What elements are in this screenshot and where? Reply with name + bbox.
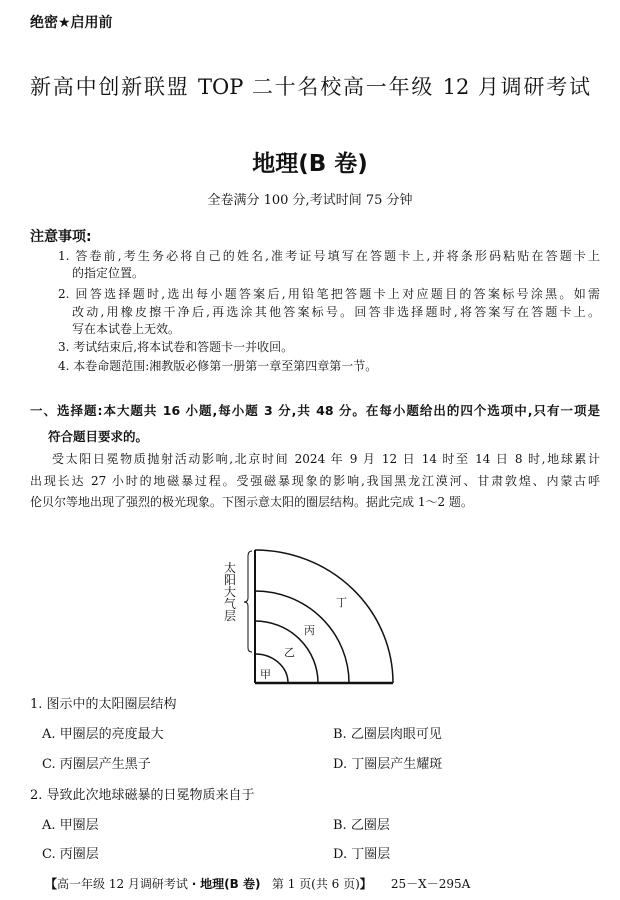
question-stem: 2. 导致此次地球磁暴的日冕物质来自于 [30, 788, 255, 803]
option-d[interactable]: D. 丁圈层 [333, 847, 391, 862]
passage-line: 伦贝尔等地出现了强烈的极光现象。下图示意太阳的圈层结构。据此完成 1～2 题。 [30, 495, 473, 509]
passage-line: 出现长达 27 小时的地磁暴过程。受强磁暴现象的影响,我国黑龙江漠河、甘肃敦煌、内蒙古呼 [30, 474, 600, 488]
footer-exam: 高一年级 12 月调研考试 [57, 877, 188, 891]
option-a[interactable]: A. 甲圈层的亮度最大 [42, 727, 164, 742]
option-c[interactable]: C. 丙圈层产生黑子 [42, 757, 151, 772]
section-heading-cont: 符合题目要求的。 [48, 429, 149, 444]
brace-icon [244, 551, 252, 652]
note-line: 写在本试卷上无效。 [72, 322, 181, 336]
option-a[interactable]: A. 甲圈层 [42, 818, 99, 833]
sun-layers-diagram [210, 540, 410, 690]
footer-bracket-left: 【 [45, 877, 58, 891]
section-heading: 一、选择题:本大题共 16 小题,每小题 3 分,共 48 分。在每小题给出的四个选项中,只有一项是 [30, 403, 600, 418]
note-line: 2. 回答选择题时,选出每小题答案后,用铅笔把答题卡上对应题目的答案标号涂黑。如需 [58, 287, 600, 301]
layer-label-ding: 丁 [336, 596, 347, 609]
footer-page: 第 1 页(共 6 页) [271, 877, 360, 891]
footer-subject: 地理(B 卷) [200, 877, 261, 891]
option-c[interactable]: C. 丙圈层 [42, 847, 99, 862]
subject-title: 地理(B 卷) [252, 151, 368, 177]
note-line: 改动,用橡皮擦干净后,再选涂其他答案标号。回答非选择题时,将答案写在答题卡上。 [72, 305, 600, 319]
note-line: 1. 答卷前,考生务必将自己的姓名,准考证号填写在答题卡上,并将条形码粘贴在答题卡上 [58, 249, 600, 263]
note-line: 的指定位置。 [72, 266, 145, 280]
note-line: 3. 考试结束后,将本试卷和答题卡一并收回。 [58, 340, 294, 354]
note-line: 4. 本卷命题范围:湘教版必修第一册第一章至第四章第一节。 [58, 359, 378, 373]
question-stem: 1. 图示中的太阳圈层结构 [30, 697, 177, 712]
page-footer [45, 876, 605, 892]
brace-label: 太阳大气层 [224, 561, 237, 623]
footer-bracket-right: 】 [359, 877, 372, 891]
footer-dot: · [191, 877, 197, 891]
layer-label-yi: 乙 [284, 646, 295, 659]
option-b[interactable]: B. 乙圈层肉眼可见 [333, 727, 442, 742]
exam-title: 新高中创新联盟 TOP 二十名校高一年级 12 月调研考试 [30, 75, 590, 99]
layer-label-jia: 甲 [260, 668, 271, 681]
confidential-label: 绝密★启用前 [30, 15, 113, 31]
option-b[interactable]: B. 乙圈层 [333, 818, 390, 833]
layer-label-bing: 丙 [304, 624, 315, 637]
option-d[interactable]: D. 丁圈层产生耀斑 [333, 757, 443, 772]
footer-code: 25－X－295A [390, 877, 471, 891]
passage-line: 受太阳日冕物质抛射活动影响,北京时间 2024 年 9 月 12 日 14 时至 14 日 8 时,地球累计 [52, 452, 600, 466]
layer-boundary-ding [255, 550, 393, 683]
notes-heading: 注意事项: [30, 229, 92, 245]
exam-info: 全卷满分 100 分,考试时间 75 分钟 [207, 193, 413, 208]
